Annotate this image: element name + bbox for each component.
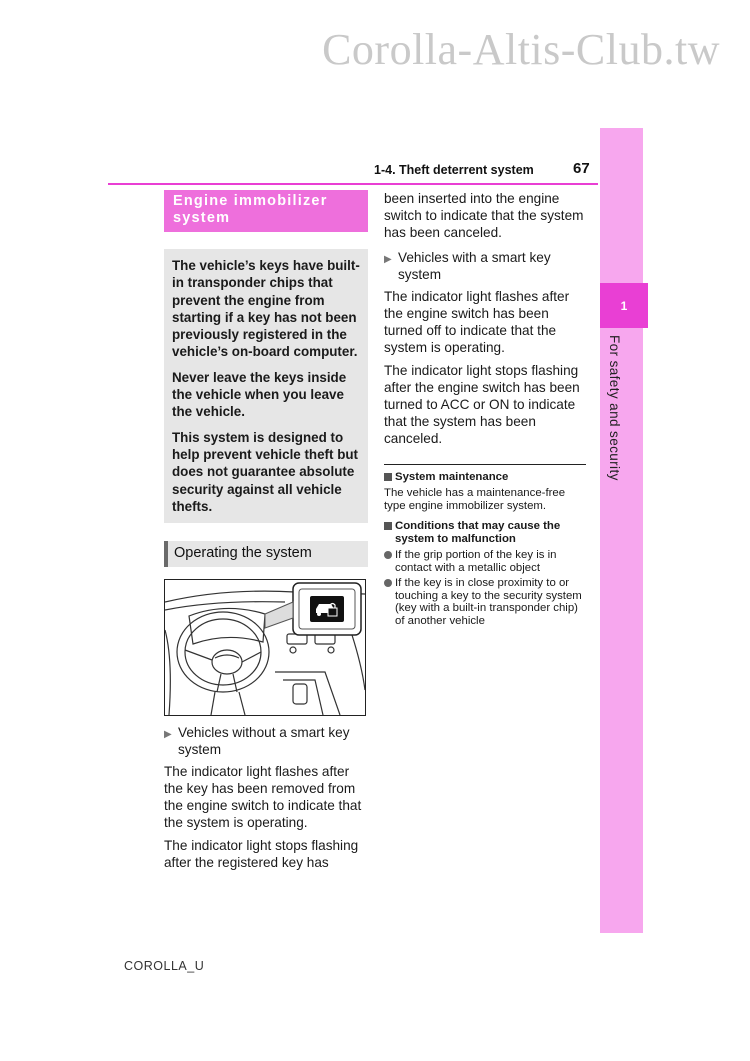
- list-item: [384, 249, 588, 283]
- dashboard-illustration: [164, 579, 366, 716]
- note-text: The vehicle has a maintenance-free type engine immobilizer system.: [384, 487, 566, 512]
- page-number: 67: [573, 160, 590, 177]
- footer-code: COROLLA_U: [124, 959, 205, 973]
- section-title: [164, 190, 368, 232]
- section-header: 1-4. Theft deterrent system: [374, 163, 534, 177]
- section-divider: [384, 464, 586, 465]
- note-heading: [384, 471, 588, 484]
- dashboard-drawing: [165, 580, 365, 715]
- left-column: [164, 190, 368, 871]
- triangle-bullet-icon: ▶: [164, 729, 172, 741]
- sub-heading: Operating the system: [164, 541, 368, 567]
- list-item: [164, 724, 368, 758]
- list-item: [384, 549, 588, 574]
- list-item-text: If the key is in close proximity to or touching a key to the security system (key with a built-in transponder chip) of another vehicle: [395, 577, 582, 627]
- triangle-bullet-icon: ▶: [384, 254, 392, 265]
- bullet-text: Vehicles without a smart key system: [178, 725, 350, 758]
- watermark: Corolla-Altis-Club.tw: [322, 25, 720, 74]
- summary-paragraph: This system is designed to help prevent vehicle theft but does not guarantee absolute security against all vehicle thefts.: [172, 429, 359, 514]
- side-tab-label: For safety and security: [607, 335, 622, 481]
- section-title-line-2: system: [173, 210, 231, 226]
- body-paragraph: The indicator light flashes after the key has been removed from the engine switch to indicate that the system is operating.: [164, 764, 362, 831]
- body-paragraph: The indicator light flashes after the engine switch has been turned off to indicate that the system is operating.: [384, 289, 570, 355]
- note-heading-text: Conditions that may cause the system to malfunction: [395, 520, 561, 545]
- circle-bullet-icon: [384, 579, 392, 587]
- body-paragraph: been inserted into the engine switch to indicate that the system has been canceled.: [384, 191, 584, 240]
- body-paragraph: The indicator light stops flashing after the engine switch has been turned to ACC or ON to indicate that the system has been canceled.: [384, 363, 580, 446]
- list-item-text: If the grip portion of the key is in contact with a metallic object: [395, 549, 557, 574]
- note-heading-text: System maintenance: [395, 471, 509, 483]
- section-title-line-1: Engine immobilizer: [173, 193, 328, 209]
- summary-box: [164, 249, 368, 523]
- list-item: [384, 577, 588, 627]
- bullet-text: Vehicles with a smart key system: [398, 250, 551, 282]
- summary-paragraph: The vehicle’s keys have built-in transponder chips that prevent the engine from starting if a key has not been previously registered in the vehicle’s on-board computer.: [172, 258, 360, 360]
- side-tab-number[interactable]: 1: [600, 283, 648, 328]
- square-bullet-icon: [384, 522, 392, 530]
- header-divider: [108, 183, 598, 185]
- side-tab-strip: [600, 128, 643, 933]
- body-paragraph: The indicator light stops flashing after the registered key has: [164, 838, 359, 871]
- note-heading: [384, 520, 588, 546]
- square-bullet-icon: [384, 473, 392, 481]
- circle-bullet-icon: [384, 551, 392, 559]
- right-column: [384, 190, 588, 627]
- summary-paragraph: Never leave the keys inside the vehicle when you leave the vehicle.: [172, 369, 347, 420]
